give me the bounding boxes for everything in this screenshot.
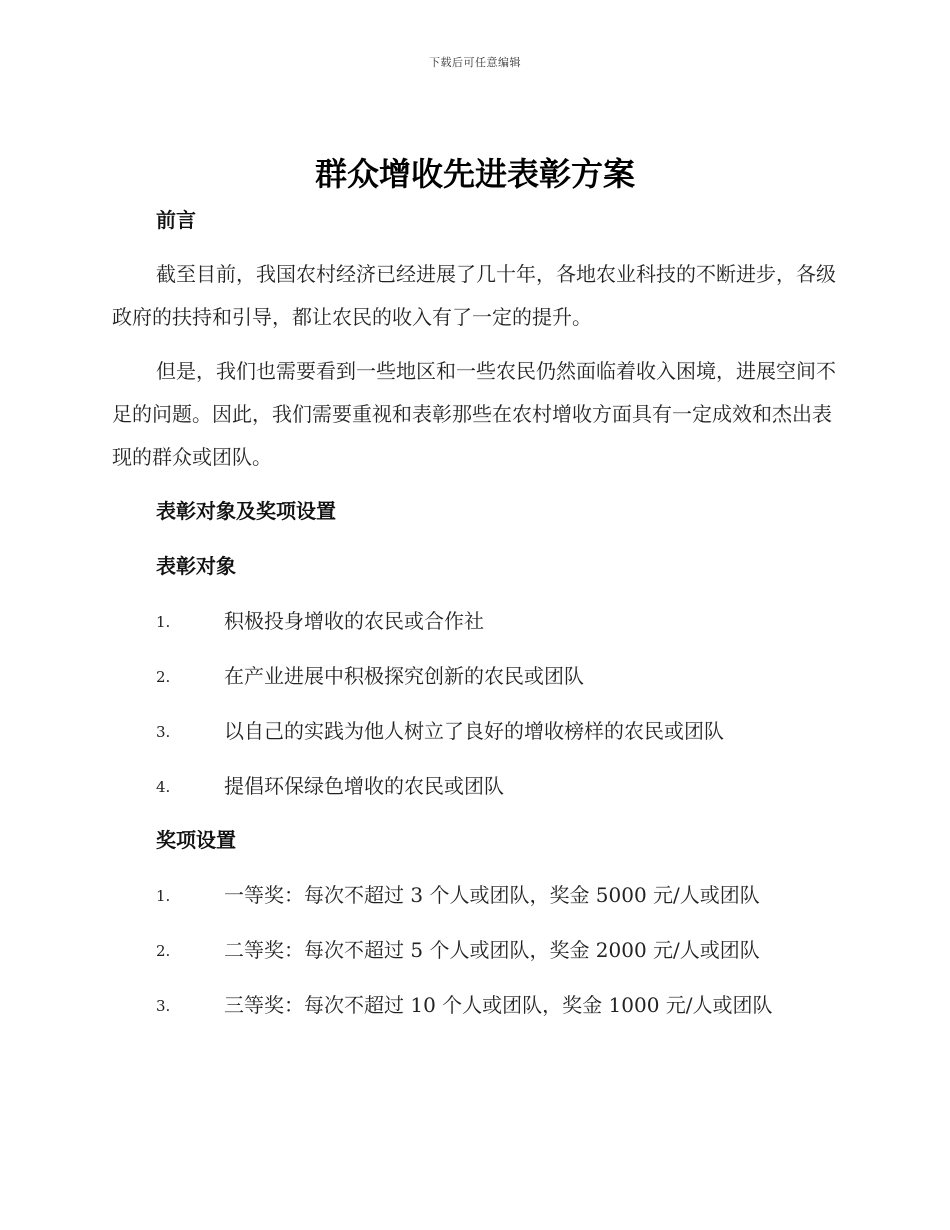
list-item-text: 积极投身增收的农民或合作社 [224,609,484,633]
header-note: 下载后可任意编辑 [429,56,521,69]
preface-paragraph-2: 但是，我们也需要看到一些地区和一些农民仍然面临着收入困境，进展空间不足的问题。因此，我们需要重视和表彰那些在农村增收方面具有一定成效和杰出表现的群众或团队。 [112,359,836,469]
list-item-text: 二等奖：每次不超过 5 个人或团队，奖金 2000 元/人或团队 [224,938,760,962]
preface-heading: 前言 [156,208,196,232]
list-item [156,606,856,661]
list-item-text: 三等奖：每次不超过 10 个人或团队，奖金 1000 元/人或团队 [224,993,773,1017]
list-item-number: 1. [156,887,171,905]
list-item [156,661,856,716]
list-item-number: 3. [156,997,171,1015]
list-item [156,716,856,771]
list-item-text: 在产业进展中积极探究创新的农民或团队 [224,664,584,688]
list-item-number: 4. [156,778,171,796]
awards-setup-heading: 表彰对象及奖项设置 [156,499,336,523]
list-item [156,771,856,826]
targets-heading: 表彰对象 [156,554,236,578]
list-item-text: 提倡环保绿色增收的农民或团队 [224,774,504,798]
list-item [156,880,856,935]
prizes-list [156,880,856,1045]
targets-list [156,606,856,826]
document-title: 群众增收先进表彰方案 [314,155,635,193]
list-item-text: 以自己的实践为他人树立了良好的增收榜样的农民或团队 [224,719,724,743]
list-item [156,935,856,990]
list-item [156,990,856,1045]
list-item-number: 2. [156,668,171,686]
list-item-text: 一等奖：每次不超过 3 个人或团队，奖金 5000 元/人或团队 [224,883,760,907]
list-item-number: 1. [156,613,171,631]
list-item-number: 2. [156,942,171,960]
preface-paragraph-1: 截至目前，我国农村经济已经进展了几十年，各地农业科技的不断进步，各级政府的扶持和引导，都让农民的收入有了一定的提升。 [112,262,836,329]
prizes-heading: 奖项设置 [156,828,236,852]
list-item-number: 3. [156,723,171,741]
